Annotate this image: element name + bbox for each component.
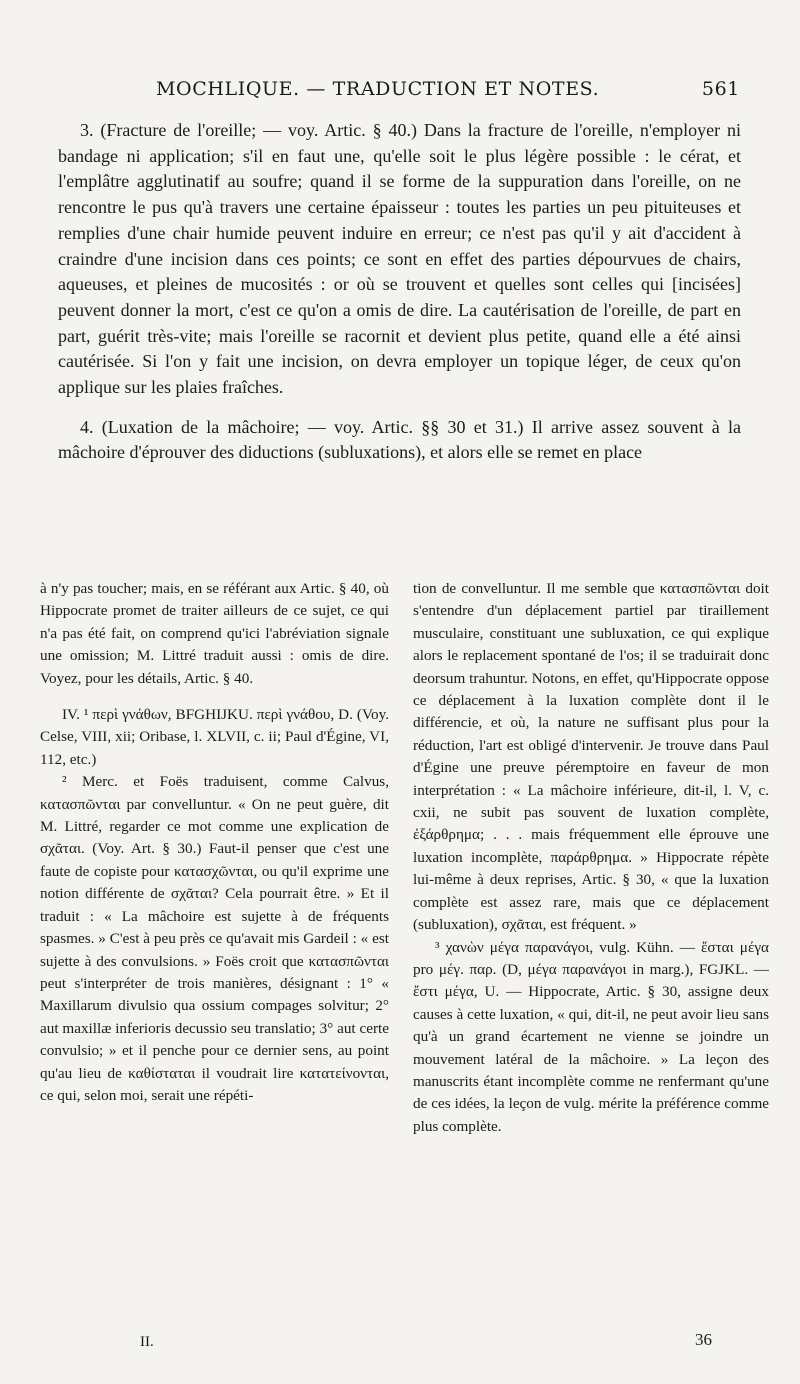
- notes-right-column: [413, 578, 769, 1138]
- paragraph-3: 3. (Fracture de l'oreille; — voy. Artic. § 40.) Dans la fracture de l'oreille, n'employer ni bandage ni application; s'il en faut une, qu'elle soit le plus légère possible : le cérat, et l'emplâtre agglutinatif au soufre; quand il se forme de la suppuration dans l'oreille, on ne rencontre le pus qu'à travers une certaine épaisseur : toutes les parties un peu pituiteuses et remplies d'une chair humide peuvent induire en erreur; ce n'est pas qu'il y ait d'accident à craindre d'une incision dans ces points; ce sont en effet des parties dépourvues de chairs, aqueuses, et pleines de mucosités : or où se trouvent et quelles sont celles qui [incisées] peuvent donner la mort, c'est ce qu'on a omis de dire. La cautérisation de l'oreille, de part en part, guérit très-vite; mais l'oreille se racornit et devient plus petite, quand elle a été ainsi cautérisée. Si l'on y fait une incision, on devra employer un topique léger, de ceux qu'on applique sur les plaies fraîches.: [58, 120, 741, 398]
- note-continuation: à n'y pas toucher; mais, en se référant aux Artic. § 40, où Hippocrate promet de traiter ailleurs de ce sujet, ce qui n'a pas été fait, on comprend qu'ici l'abréviation signale une omission; M. Littré traduit aussi : omis de dire. Voyez, pour les détails, Artic. § 40.: [40, 580, 389, 687]
- sheet-number: 36: [695, 1330, 712, 1349]
- note-iv-1: IV. ¹ περὶ γνάθων, BFGHIJKU. περὶ γνάθου, D. (Voy. Celse, VIII, xii; Oribase, l. XLVII, c. ii; Paul d'Égine, VI, 112, etc.): [40, 706, 389, 768]
- note-2: ² Merc. et Foës traduisent, comme Calvus, κατασπῶνται par convelluntur. « On ne peut guère, dit M. Littré, regarder ce mot comme une explication de σχᾶται. (Voy. Art. § 30.) Faut-il penser que c'est une faute de copiste pour κατασχῶνται, ou qu'il exprime une notion différente de σχᾶται? Cela pourrait être. » Et il traduit : « La mâchoire est sujette à de fréquents spasmes. » C'est à peu près ce qu'avait mis Gardeil : « est sujette à des convulsions. » Foës croit que κατασπῶνται peut s'interpréter de trois manières, désignant : 1° « Maxillarum divulsio qua ossium compages solvitur; 2° aut maxillæ inferioris decussio seu translatio; 3° aut certe convulsio; » et il penche pour ce dernier sens, au point qu'au lieu de καθίσταται il voudrait lire κατατείνονται, ce qui, selon moi, serait une répéti-: [40, 773, 389, 1104]
- note-2-continuation: tion de convelluntur. Il me semble que κατασπῶνται doit s'entendre d'un déplacement partiel par tiraillement musculaire, constituant une subluxation, ce qui explique alors le replacement spontané de l'os; il se traduirait donc deorsum trahuntur. Notons, en effet, qu'Hippocrate oppose ce déplacement à la luxation complète dont il le différencie, et où, la nature ne suffisant plus pour la réduction, l'art est obligé d'intervenir. Je trouve dans Paul d'Égine une preuve péremptoire en faveur de mon interprétation : « La mâchoire inférieure, dit-il, l. V, c. cxii, ne subit pas souvent de luxation complète, ἐξάρθρημα; . . . mais fréquemment elle éprouve une luxation incomplète, παράρθρημα. » Hippocrate répète lui-même à deux reprises, Artic. § 30, « que la luxation complète est assez rare, mais que ce déplacement (subluxation), σχᾶται, est fréquent. »: [413, 580, 769, 934]
- main-text: [58, 118, 741, 466]
- page-number: 561: [701, 78, 740, 100]
- paragraph-4: 4. (Luxation de la mâchoire; — voy. Artic. §§ 30 et 31.) Il arrive assez souvent à la mâchoire d'éprouver des diductions (subluxations), et alors elle se remet en place: [58, 416, 741, 463]
- note-3: ³ χανὼν μέγα παρανάγοι, vulg. Kühn. — ἔσται μέγα pro μέγ. παρ. (D, μέγα παρανάγοι in marg.), FGJKL. — ἔστι μέγα, U. — Hippocrate, Artic. § 30, assigne deux causes à cette luxation, « qui, dit-il, ne peut avoir lieu sans qu'à un grand écartement ne vienne se joindre un mouvement latéral de la mâchoire. » La leçon des manuscrits étant incomplète comme ne renfermant qu'une de ces idées, la leçon de vulg. mérite la préférence comme plus complète.: [413, 938, 769, 1135]
- running-title: MOCHLIQUE. — TRADUCTION ET NOTES.: [156, 78, 600, 100]
- notes-left-column: [40, 578, 389, 1107]
- signature-mark: II.: [140, 1334, 154, 1350]
